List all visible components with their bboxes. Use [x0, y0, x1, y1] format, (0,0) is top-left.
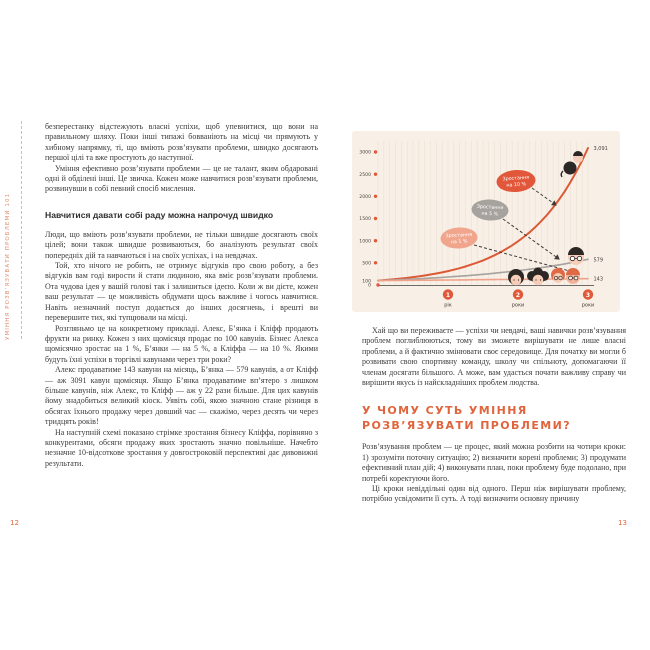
svg-text:3,091: 3,091 [593, 146, 608, 152]
paragraph: безперестанку відстежують власні успіхи, щоб упевнитися, що вони на правильному шляху. Поки інші типажі бовваніють на місці чи прямують у хибному напрямку, ті, що вміють розв’язувати проблеми, швидко досягають першої цілі та вже простують до наступної. [45, 122, 318, 163]
growth-bubble-10pct [496, 169, 536, 194]
svg-text:3000: 3000 [359, 150, 371, 156]
svg-text:0: 0 [368, 283, 371, 289]
boy-with-glasses-143 [566, 268, 580, 284]
bubble-label: Зростання [445, 232, 473, 240]
section-heading: Навчитися давати собі раду можна напрочуд швидко [45, 209, 274, 220]
paragraph: Хай що ви переживаєте — успіхи чи невдачі, ваші навички розв’язування проблем поглиблюються, тому ви зможете вирішувати не лише власні проблеми, а й фактично змінювати своє середовище. Для початку ви могли б розвивати свою спортивну команду, школу чи спільноту, допомагаючи її членам досягати більшого. А може, вам удасться почати важливу справу чи вирішити якусь із найскладніших проблем людства. [362, 326, 626, 388]
growth-bubble-5pct [471, 199, 509, 222]
bubble-label: Зростання [502, 175, 530, 183]
svg-text:1000: 1000 [359, 239, 371, 245]
onlooker-dark-bob-hair [508, 269, 524, 285]
paragraph: Алекс продаватиме 143 кавуни на місяць, Б’янка — 579 кавунів, а от Кліфф — аж 3091 кавун щомісяця. Якщо Б’янка продаватиме вп’ятеро з лишком більше кавунів, ніж Алекс, то Кліфф — аж у 22 рази більше. Для цих кавунів йому знадобиться великий кіоск. Уявіть собі, якою значною стане різниця в обсягах їхнього продажу через довший час — скажімо, через десять чи через тридцять років! [45, 365, 318, 427]
svg-text:579: 579 [593, 257, 604, 264]
svg-text:роки: роки [511, 302, 525, 309]
svg-text:роки: роки [581, 302, 595, 309]
girl-with-glasses-579 [568, 247, 584, 265]
arrow-to-1pct-line [474, 245, 577, 273]
svg-text:500: 500 [362, 261, 371, 267]
paragraph: Ці кроки невіддільні один від одного. Перш ніж вирішувати проблему, потрібно усвідомити її суть. А тоді визначити основну причину [362, 484, 626, 504]
growth-chart [352, 131, 620, 312]
svg-text:1: 1 [445, 291, 451, 299]
bubble-label: на 5 % [481, 211, 499, 218]
paragraph: Той, хто нічого не робить, не отримує відгуків про свою роботу, а без відгуків вам годі вирости й стати людиною, яка вміє розв’язувати проблеми. Ота чудова ідея у вашій голові так і залишиться ідеєю. Коли ж ви дієте, кожен ваш результат — це можливість обдумати щось важливе і чогось навчитися. Навіть незначний поступ додається до інших досягнень, і врешті ви перевершите тих, які тупцювали на місці. [45, 261, 318, 323]
page-number-left: 12 [10, 519, 19, 527]
section-heading-orange: У ЧОМУ СУТЬ УМІННЯ РОЗВ’ЯЗУВАТИ ПРОБЛЕМИ? [362, 404, 571, 432]
svg-text:2500: 2500 [359, 172, 371, 178]
growth-bubble-1pct [440, 227, 478, 250]
right-page-text-column [362, 326, 626, 505]
paragraph: Уміння ефективно розв’язувати проблеми — це не талант, яким обдаровані одні й обділені інші. Це звичка. Кожен може навчитися розв’язувати проблеми, розвинувши в собі певний спосіб мислення. [45, 163, 318, 194]
bubble-label: на 1 % [450, 239, 468, 246]
svg-text:1500: 1500 [359, 217, 371, 223]
svg-text:рік: рік [444, 302, 452, 309]
onlooker-curly-hair [527, 268, 549, 286]
bubble-label: Зростання [476, 204, 504, 212]
chapter-running-title: УМІННЯ РОЗВ’ЯЗУВАТИ ПРОБЛЕМИ 101 [5, 192, 11, 340]
growth-chart-svg [352, 131, 620, 312]
bubble-label: на 10 % [506, 182, 527, 189]
page-number-right: 13 [618, 519, 627, 527]
paragraph: Люди, що вміють розв’язувати проблеми, не тільки швидше досягають своїх цілей; вони також швидше розвиваються, бо аналізують результат своїх попередніх дій та навчаються і на своїх успіхах, і на невдачах. [45, 229, 318, 260]
arrow-to-5pct-line [503, 219, 559, 259]
paragraph: Розв’язування проблем — це процес, який можна розбити на чотири кроки: 1) зрозуміти поточну ситуацію; 2) визначити корені проблеми; 3) продумати ефективний план дій; 4) виконувати план, поки проблему буде подолано, при потребі коректуючи його. [362, 442, 626, 483]
svg-text:3: 3 [585, 291, 591, 299]
svg-text:143: 143 [593, 276, 604, 283]
left-page-text-column [45, 122, 318, 469]
svg-text:2: 2 [515, 291, 521, 299]
sidebar-dashed-rule [21, 121, 22, 339]
paragraph: Розгляньмо це на конкретному прикладі. Алекс, Б’янка і Кліфф продають фрукти на ринку. Кожен з них щомісяця продає по 100 кавунів. Бізнес Алекса щомісячно зростає на 1 %, Б’янки — на 5 %, а Кліффа — на 10 %. Якими будуть їхні успіхи в торгівлі кавунами через три роки? [45, 323, 318, 364]
svg-text:2000: 2000 [359, 195, 371, 200]
paragraph: На наступній схемі показано стрімке зростання бізнесу Кліффа, порівняно з конкурентами, обсяги продажу яких зростають значно повільніше. Начебто незначне 10-відсоткове зростання у довгостроковій перспективі дає дивовижні результати. [45, 427, 318, 468]
svg-text:100: 100 [362, 279, 371, 285]
